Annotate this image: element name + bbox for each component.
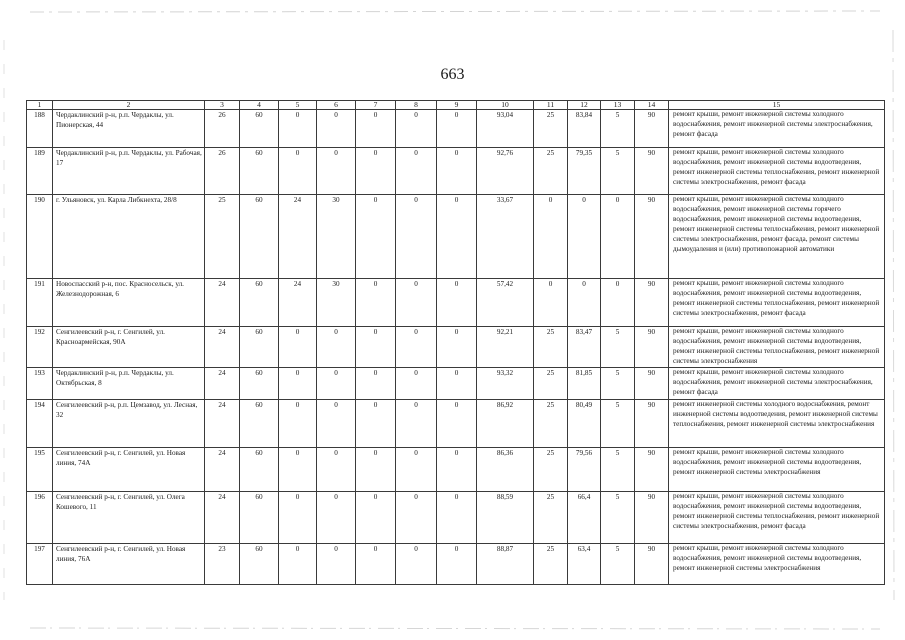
column-header-9: 9: [437, 101, 477, 110]
table-row: [27, 447, 885, 491]
value-cell-col-5: 0: [279, 399, 317, 447]
value-cell-col-11: 25: [534, 367, 568, 399]
value-cell-col-9: 0: [437, 447, 477, 491]
value-cell-col-11: 25: [534, 327, 568, 368]
works-cell: ремонт крыши, ремонт инженерной системы холодного водоснабжения, ремонт инженерной системы водоотведения, ремонт инженерной системы теплоснабжения, ремонт инженерной системы электроснабжения, ремонт фасада: [669, 279, 885, 327]
value-cell-col-4: 60: [240, 543, 279, 584]
table-row: [27, 367, 885, 399]
value-cell-col-4: 60: [240, 148, 279, 195]
value-cell-col-12: 79,56: [568, 447, 601, 491]
address-cell: Сенгилеевский р-н, г. Сенгилей, ул. Новая линия, 74А: [53, 447, 205, 491]
value-cell-col-9: 0: [437, 148, 477, 195]
value-cell-col-7: 0: [356, 327, 396, 368]
column-header-2: 2: [53, 101, 205, 110]
table-row: [27, 543, 885, 584]
column-header-7: 7: [356, 101, 396, 110]
value-cell-col-5: 24: [279, 195, 317, 279]
works-cell: ремонт крыши, ремонт инженерной системы холодного водоснабжения, ремонт инженерной системы водоотведения, ремонт инженерной системы теплоснабжения, ремонт инженерной системы электроснабжения, ремонт фасада: [669, 148, 885, 195]
row-number: 189: [27, 148, 53, 195]
value-cell-col-11: 25: [534, 447, 568, 491]
column-header-4: 4: [240, 101, 279, 110]
column-header-6: 6: [317, 101, 356, 110]
address-cell: Сенгилеевский р-н, р.п. Цемзавод, ул. Лесная, 32: [53, 399, 205, 447]
value-cell-col-5: 0: [279, 447, 317, 491]
value-cell-col-10: 57,42: [477, 279, 534, 327]
value-cell-col-9: 0: [437, 399, 477, 447]
value-cell-col-12: 0: [568, 279, 601, 327]
value-cell-col-10: 92,76: [477, 148, 534, 195]
value-cell-col-6: 0: [317, 327, 356, 368]
value-cell-col-5: 0: [279, 148, 317, 195]
value-cell-col-10: 33,67: [477, 195, 534, 279]
value-cell-col-4: 60: [240, 399, 279, 447]
column-header-12: 12: [568, 101, 601, 110]
row-number: 197: [27, 543, 53, 584]
table-body: [27, 101, 885, 585]
table-row: [27, 279, 885, 327]
value-cell-col-14: 90: [635, 279, 669, 327]
page-number: 663: [440, 66, 465, 83]
value-cell-col-3: 24: [205, 327, 240, 368]
address-cell: Сенгилеевский р-н, г. Сенгилей, ул. Новая линия, 76А: [53, 543, 205, 584]
value-cell-col-9: 0: [437, 491, 477, 543]
address-cell: Чердаклинский р-н, р.п. Чердаклы, ул. Октябрьская, 8: [53, 367, 205, 399]
address-cell: Чердаклинский р-н, р.п. Чердаклы, ул. Рабочая, 17: [53, 148, 205, 195]
column-header-15: 15: [669, 101, 885, 110]
value-cell-col-12: 66,4: [568, 491, 601, 543]
row-number: 191: [27, 279, 53, 327]
value-cell-col-13: 5: [601, 447, 635, 491]
value-cell-col-11: 0: [534, 195, 568, 279]
value-cell-col-10: 92,21: [477, 327, 534, 368]
value-cell-col-4: 60: [240, 327, 279, 368]
value-cell-col-3: 24: [205, 399, 240, 447]
value-cell-col-14: 90: [635, 399, 669, 447]
value-cell-col-14: 90: [635, 327, 669, 368]
value-cell-col-4: 60: [240, 491, 279, 543]
value-cell-col-3: 26: [205, 110, 240, 148]
value-cell-col-8: 0: [396, 195, 437, 279]
column-header-13: 13: [601, 101, 635, 110]
column-header-3: 3: [205, 101, 240, 110]
value-cell-col-8: 0: [396, 327, 437, 368]
value-cell-col-8: 0: [396, 447, 437, 491]
value-cell-col-5: 0: [279, 110, 317, 148]
value-cell-col-11: 25: [534, 543, 568, 584]
value-cell-col-11: 25: [534, 110, 568, 148]
value-cell-col-12: 81,85: [568, 367, 601, 399]
works-cell: ремонт крыши, ремонт инженерной системы холодного водоснабжения, ремонт инженерной системы водоотведения, ремонт инженерной системы электроснабжения: [669, 447, 885, 491]
value-cell-col-9: 0: [437, 279, 477, 327]
value-cell-col-12: 0: [568, 195, 601, 279]
table-row: [27, 110, 885, 148]
value-cell-col-6: 0: [317, 367, 356, 399]
table-row: [27, 491, 885, 543]
value-cell-col-7: 0: [356, 279, 396, 327]
value-cell-col-14: 90: [635, 447, 669, 491]
table-row: [27, 195, 885, 279]
value-cell-col-12: 80,49: [568, 399, 601, 447]
value-cell-col-6: 0: [317, 447, 356, 491]
value-cell-col-10: 86,36: [477, 447, 534, 491]
value-cell-col-10: 88,59: [477, 491, 534, 543]
value-cell-col-13: 5: [601, 491, 635, 543]
value-cell-col-9: 0: [437, 110, 477, 148]
value-cell-col-3: 23: [205, 543, 240, 584]
repair-table: [26, 100, 885, 585]
address-cell: г. Ульяновск, ул. Карла Либкнехта, 28/8: [53, 195, 205, 279]
value-cell-col-6: 0: [317, 491, 356, 543]
works-cell: ремонт инженерной системы холодного водоснабжения, ремонт инженерной системы водоотведения, ремонт инженерной системы теплоснабжения, ремонт инженерной системы электроснабжения: [669, 399, 885, 447]
value-cell-col-12: 83,47: [568, 327, 601, 368]
row-number: 196: [27, 491, 53, 543]
value-cell-col-7: 0: [356, 491, 396, 543]
value-cell-col-6: 0: [317, 399, 356, 447]
value-cell-col-6: 0: [317, 543, 356, 584]
column-header-14: 14: [635, 101, 669, 110]
value-cell-col-3: 26: [205, 148, 240, 195]
value-cell-col-10: 88,87: [477, 543, 534, 584]
value-cell-col-12: 83,84: [568, 110, 601, 148]
value-cell-col-14: 90: [635, 110, 669, 148]
address-cell: Чердаклинский р-н, р.п. Чердаклы, ул. Пионерская, 44: [53, 110, 205, 148]
value-cell-col-3: 24: [205, 491, 240, 543]
value-cell-col-4: 60: [240, 279, 279, 327]
column-header-5: 5: [279, 101, 317, 110]
value-cell-col-5: 0: [279, 543, 317, 584]
value-cell-col-13: 5: [601, 543, 635, 584]
works-cell: ремонт крыши, ремонт инженерной системы холодного водоснабжения, ремонт инженерной системы водоотведения, ремонт инженерной системы электроснабжения: [669, 543, 885, 584]
value-cell-col-8: 0: [396, 399, 437, 447]
value-cell-col-8: 0: [396, 148, 437, 195]
value-cell-col-9: 0: [437, 327, 477, 368]
value-cell-col-11: 25: [534, 399, 568, 447]
row-number: 188: [27, 110, 53, 148]
value-cell-col-13: 5: [601, 148, 635, 195]
row-number: 194: [27, 399, 53, 447]
value-cell-col-8: 0: [396, 491, 437, 543]
value-cell-col-14: 90: [635, 367, 669, 399]
value-cell-col-7: 0: [356, 399, 396, 447]
row-number: 193: [27, 367, 53, 399]
value-cell-col-3: 24: [205, 367, 240, 399]
value-cell-col-4: 60: [240, 110, 279, 148]
row-number: 192: [27, 327, 53, 368]
works-cell: ремонт крыши, ремонт инженерной системы холодного водоснабжения, ремонт инженерной системы водоотведения, ремонт инженерной системы теплоснабжения, ремонт инженерной системы электроснабжения, ремонт фасада: [669, 491, 885, 543]
value-cell-col-9: 0: [437, 543, 477, 584]
value-cell-col-11: 25: [534, 148, 568, 195]
value-cell-col-5: 0: [279, 367, 317, 399]
value-cell-col-7: 0: [356, 110, 396, 148]
value-cell-col-6: 0: [317, 110, 356, 148]
address-cell: Сенгилеевский р-н, г. Сенгилей, ул. Красноармейская, 90А: [53, 327, 205, 368]
value-cell-col-14: 90: [635, 491, 669, 543]
works-cell: ремонт крыши, ремонт инженерной системы холодного водоснабжения, ремонт инженерной системы электроснабжения, ремонт фасада: [669, 110, 885, 148]
value-cell-col-4: 60: [240, 367, 279, 399]
address-cell: Новоспасский р-н, пос. Красносельск, ул. Железнодорожная, 6: [53, 279, 205, 327]
value-cell-col-5: 0: [279, 491, 317, 543]
value-cell-col-11: 0: [534, 279, 568, 327]
value-cell-col-5: 24: [279, 279, 317, 327]
value-cell-col-4: 60: [240, 447, 279, 491]
value-cell-col-13: 0: [601, 279, 635, 327]
value-cell-col-12: 63,4: [568, 543, 601, 584]
value-cell-col-13: 0: [601, 195, 635, 279]
value-cell-col-8: 0: [396, 110, 437, 148]
table-row: [27, 399, 885, 447]
value-cell-col-9: 0: [437, 367, 477, 399]
works-cell: ремонт крыши, ремонт инженерной системы холодного водоснабжения, ремонт инженерной системы водоотведения, ремонт инженерной системы теплоснабжения, ремонт инженерной системы электроснабжения: [669, 327, 885, 368]
column-number-row: [27, 101, 885, 110]
value-cell-col-13: 5: [601, 327, 635, 368]
column-header-8: 8: [396, 101, 437, 110]
row-number: 195: [27, 447, 53, 491]
value-cell-col-6: 30: [317, 195, 356, 279]
value-cell-col-8: 0: [396, 543, 437, 584]
value-cell-col-4: 60: [240, 195, 279, 279]
value-cell-col-14: 90: [635, 543, 669, 584]
table-row: [27, 327, 885, 368]
value-cell-col-3: 25: [205, 195, 240, 279]
works-cell: ремонт крыши, ремонт инженерной системы холодного водоснабжения, ремонт инженерной системы горячего водоснабжения, ремонт инженерной системы водоотведения, ремонт инженерной системы теплоснабжения, ремонт инженерной системы электроснабжения, ремонт фасада, ремонт системы дымоудаления и (или) противопожарной автоматики: [669, 195, 885, 279]
value-cell-col-14: 90: [635, 195, 669, 279]
value-cell-col-7: 0: [356, 543, 396, 584]
value-cell-col-7: 0: [356, 447, 396, 491]
table-row: [27, 148, 885, 195]
value-cell-col-5: 0: [279, 327, 317, 368]
value-cell-col-6: 0: [317, 148, 356, 195]
works-cell: ремонт крыши, ремонт инженерной системы холодного водоснабжения, ремонт инженерной системы электроснабжения, ремонт фасада: [669, 367, 885, 399]
value-cell-col-8: 0: [396, 279, 437, 327]
value-cell-col-13: 5: [601, 367, 635, 399]
value-cell-col-3: 24: [205, 447, 240, 491]
value-cell-col-7: 0: [356, 367, 396, 399]
row-number: 190: [27, 195, 53, 279]
value-cell-col-10: 93,32: [477, 367, 534, 399]
value-cell-col-6: 30: [317, 279, 356, 327]
value-cell-col-7: 0: [356, 148, 396, 195]
value-cell-col-8: 0: [396, 367, 437, 399]
value-cell-col-10: 86,92: [477, 399, 534, 447]
column-header-11: 11: [534, 101, 568, 110]
column-header-1: 1: [27, 101, 53, 110]
value-cell-col-11: 25: [534, 491, 568, 543]
value-cell-col-9: 0: [437, 195, 477, 279]
value-cell-col-7: 0: [356, 195, 396, 279]
value-cell-col-13: 5: [601, 399, 635, 447]
value-cell-col-14: 90: [635, 148, 669, 195]
value-cell-col-3: 24: [205, 279, 240, 327]
column-header-10: 10: [477, 101, 534, 110]
value-cell-col-12: 79,35: [568, 148, 601, 195]
address-cell: Сенгилеевский р-н, г. Сенгилей, ул. Олега Кошевого, 11: [53, 491, 205, 543]
value-cell-col-10: 93,04: [477, 110, 534, 148]
value-cell-col-13: 5: [601, 110, 635, 148]
